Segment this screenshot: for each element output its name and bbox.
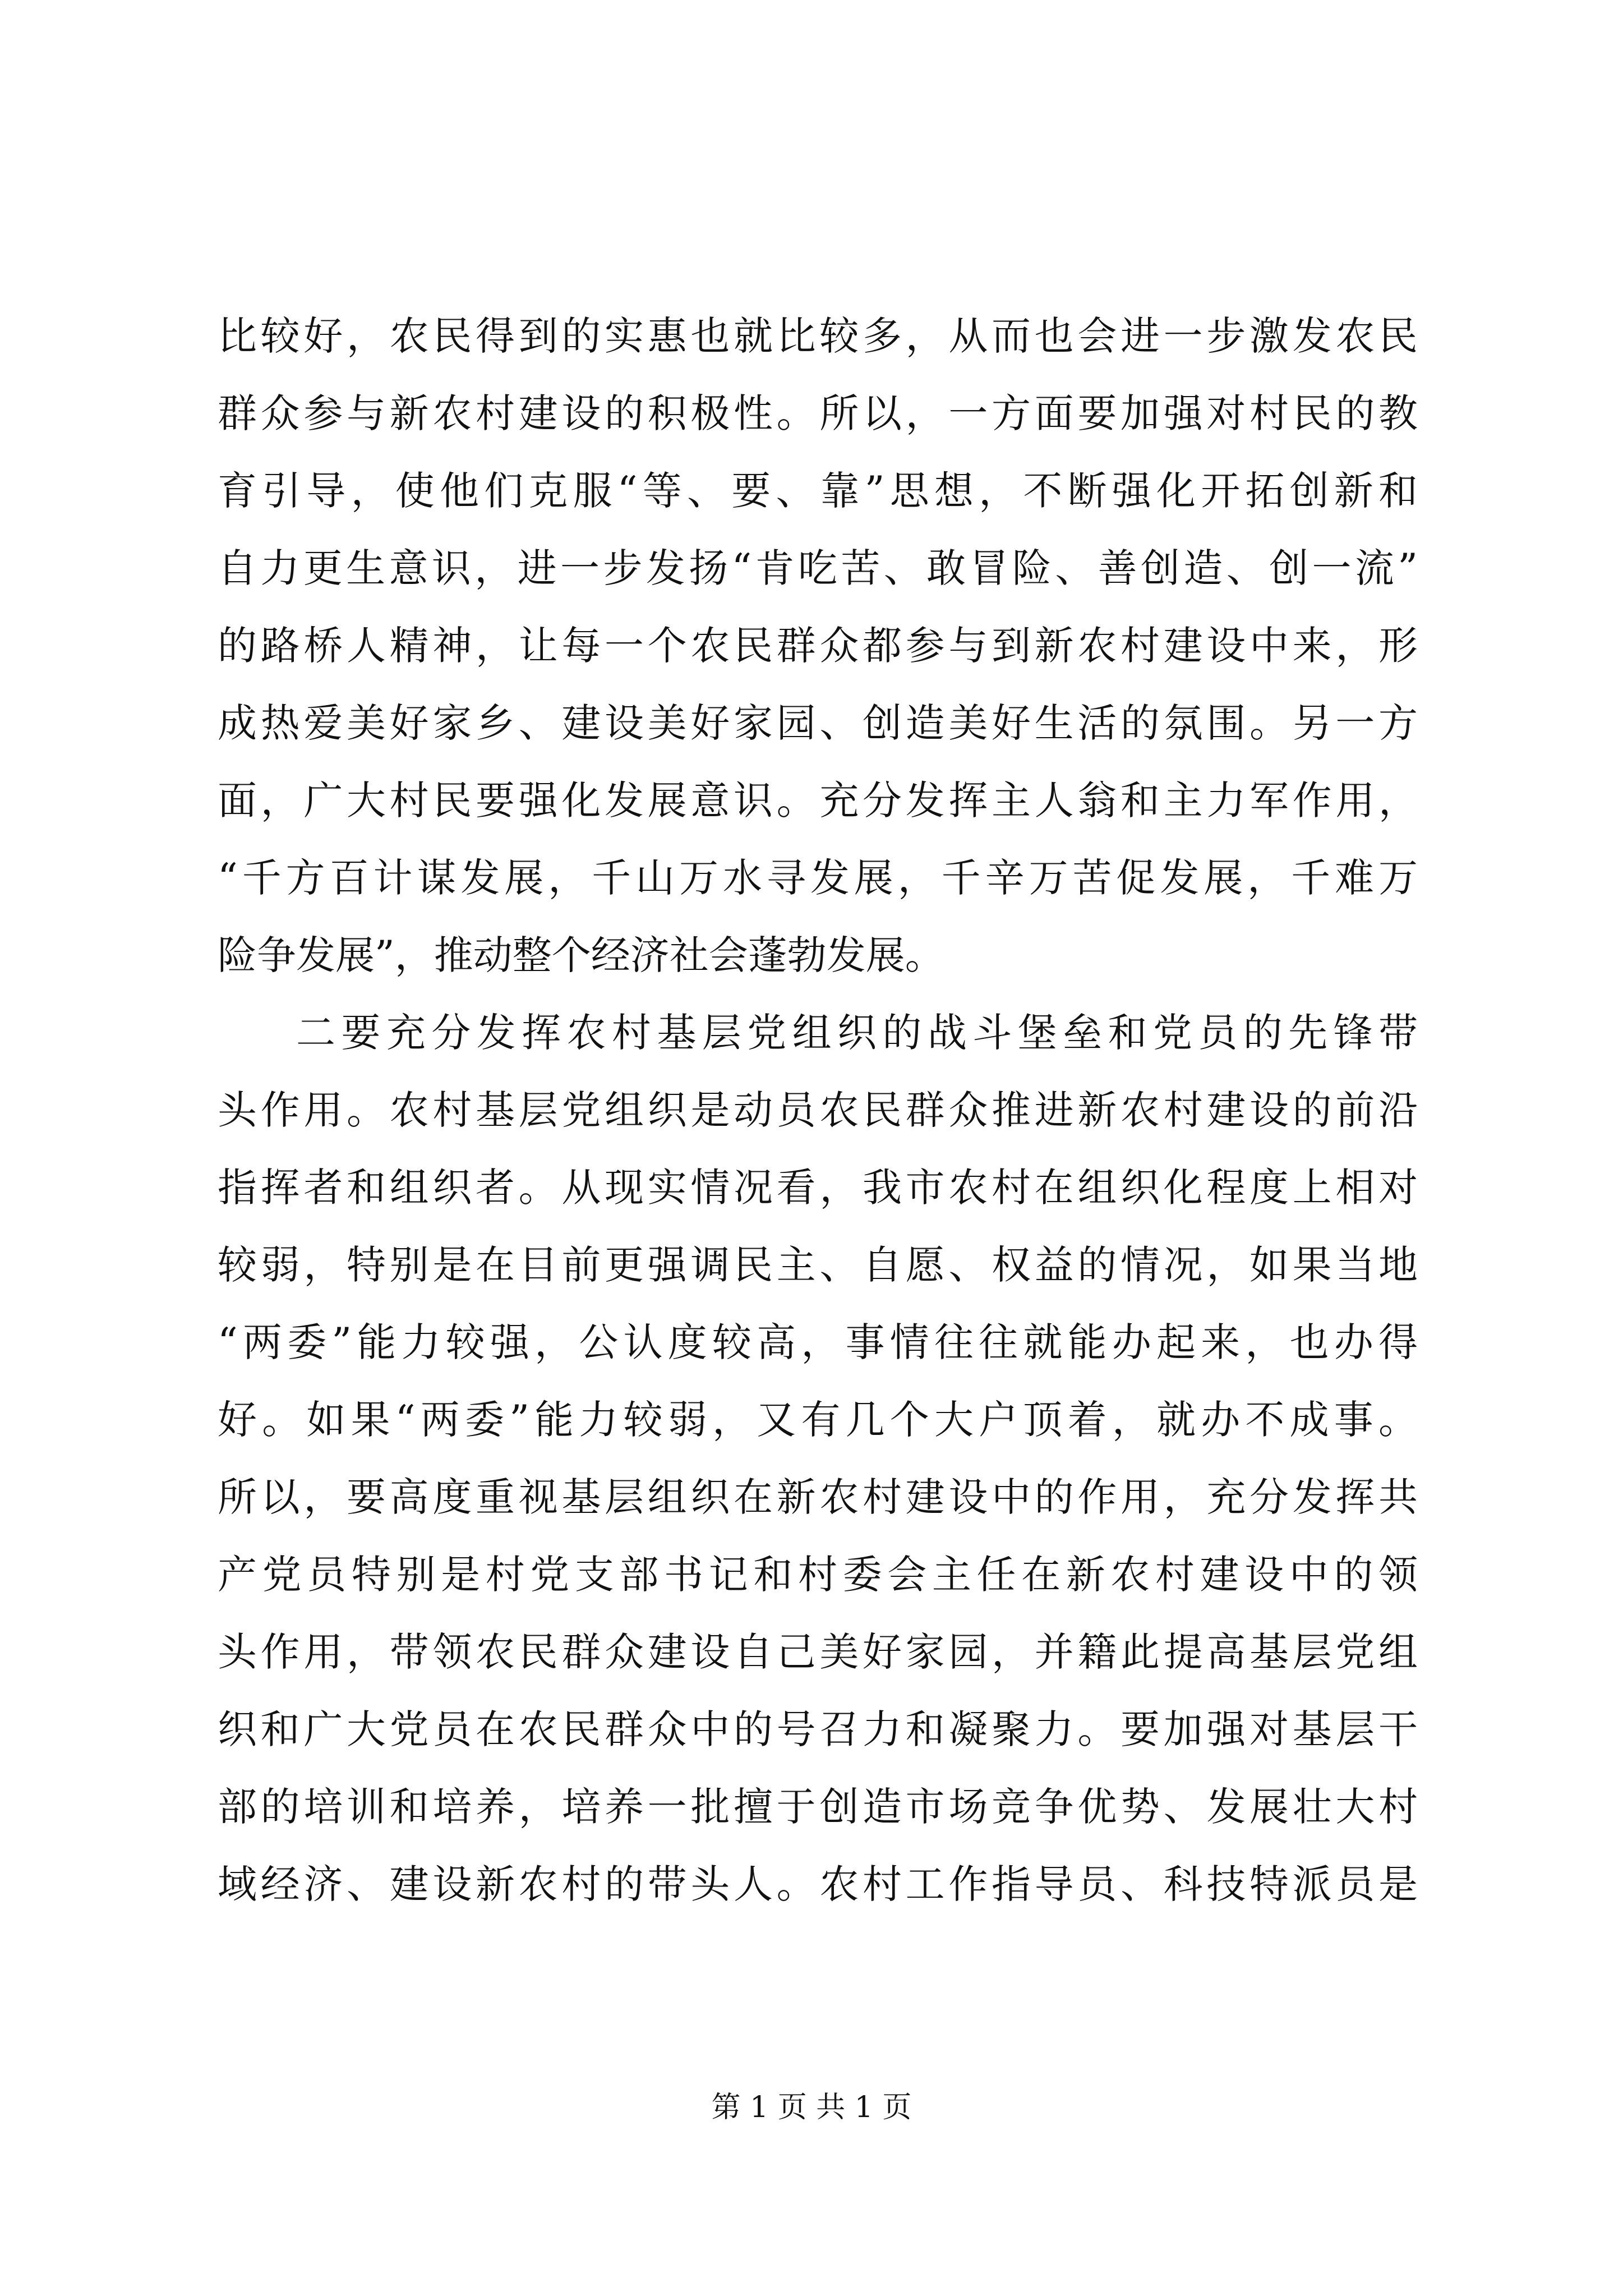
paragraph-2-line-5: “两委”能力较强，公认度较高，事情往往就能办起来，也办得 (218, 1319, 1418, 1365)
paragraph-1-line-4: 自力更生意识，进一步发扬“肯吃苦、敢冒险、善创造、创一流” (218, 545, 1418, 591)
paragraph-2-line-10: 织和广大党员在农民群众中的号召力和凝聚力。要加强对基层干 (218, 1706, 1418, 1752)
paragraph-2-line-6: 好。如果“两委”能力较弱，又有几个大户顶着，就办不成事。 (218, 1397, 1418, 1443)
document-body (218, 297, 1418, 1923)
paragraph-2-line-2: 头作用。农村基层党组织是动员农民群众推进新农村建设的前沿 (218, 1087, 1418, 1133)
paragraph-1-line-6: 成热爱美好家乡、建设美好家园、创造美好生活的氛围。另一方 (218, 700, 1418, 746)
paragraph-2-line-12: 域经济、建设新农村的带头人。农村工作指导员、科技特派员是 (218, 1861, 1418, 1907)
paragraph-1-line-9: 险争发展”，推动整个经济社会蓬勃发展。 (218, 932, 944, 978)
paragraph-2-line-7: 所以，要高度重视基层组织在新农村建设中的作用，充分发挥共 (218, 1474, 1418, 1520)
page-number-footer: 第 1 页 共 1 页 (711, 2091, 912, 2124)
paragraph-2-line-3: 指挥者和组织者。从现实情况看，我市农村在组织化程度上相对 (218, 1165, 1418, 1211)
paragraph-1-line-5: 的路桥人精神，让每一个农民群众都参与到新农村建设中来，形 (218, 623, 1418, 669)
paragraph-1-line-7: 面，广大村民要强化发展意识。充分发挥主人翁和主力军作用， (218, 777, 1418, 823)
paragraph-1-line-8: “千方百计谋发展，千山万水寻发展，千辛万苦促发展，千难万 (218, 855, 1418, 901)
paragraph-2-line-8: 产党员特别是村党支部书记和村委会主任在新农村建设中的领 (218, 1552, 1418, 1598)
paragraph-2-line-11: 部的培训和培养，培养一批擅于创造市场竞争优势、发展壮大村 (218, 1784, 1418, 1830)
paragraph-1-line-1: 比较好，农民得到的实惠也就比较多，从而也会进一步激发农民 (218, 313, 1418, 359)
paragraph-2-line-1: 二要充分发挥农村基层党组织的战斗堡垒和党员的先锋带 (296, 1010, 1418, 1056)
paragraph-2-line-4: 较弱，特别是在目前更强调民主、自愿、权益的情况，如果当地 (218, 1242, 1418, 1288)
paragraph-1-line-3: 育引导，使他们克服“等、要、靠”思想，不断强化开拓创新和 (218, 468, 1418, 514)
paragraph-2-line-9: 头作用，带领农民群众建设自己美好家园，并籍此提高基层党组 (218, 1629, 1418, 1675)
paragraph-1-line-2: 群众参与新农村建设的积极性。所以，一方面要加强对村民的教 (218, 390, 1418, 436)
